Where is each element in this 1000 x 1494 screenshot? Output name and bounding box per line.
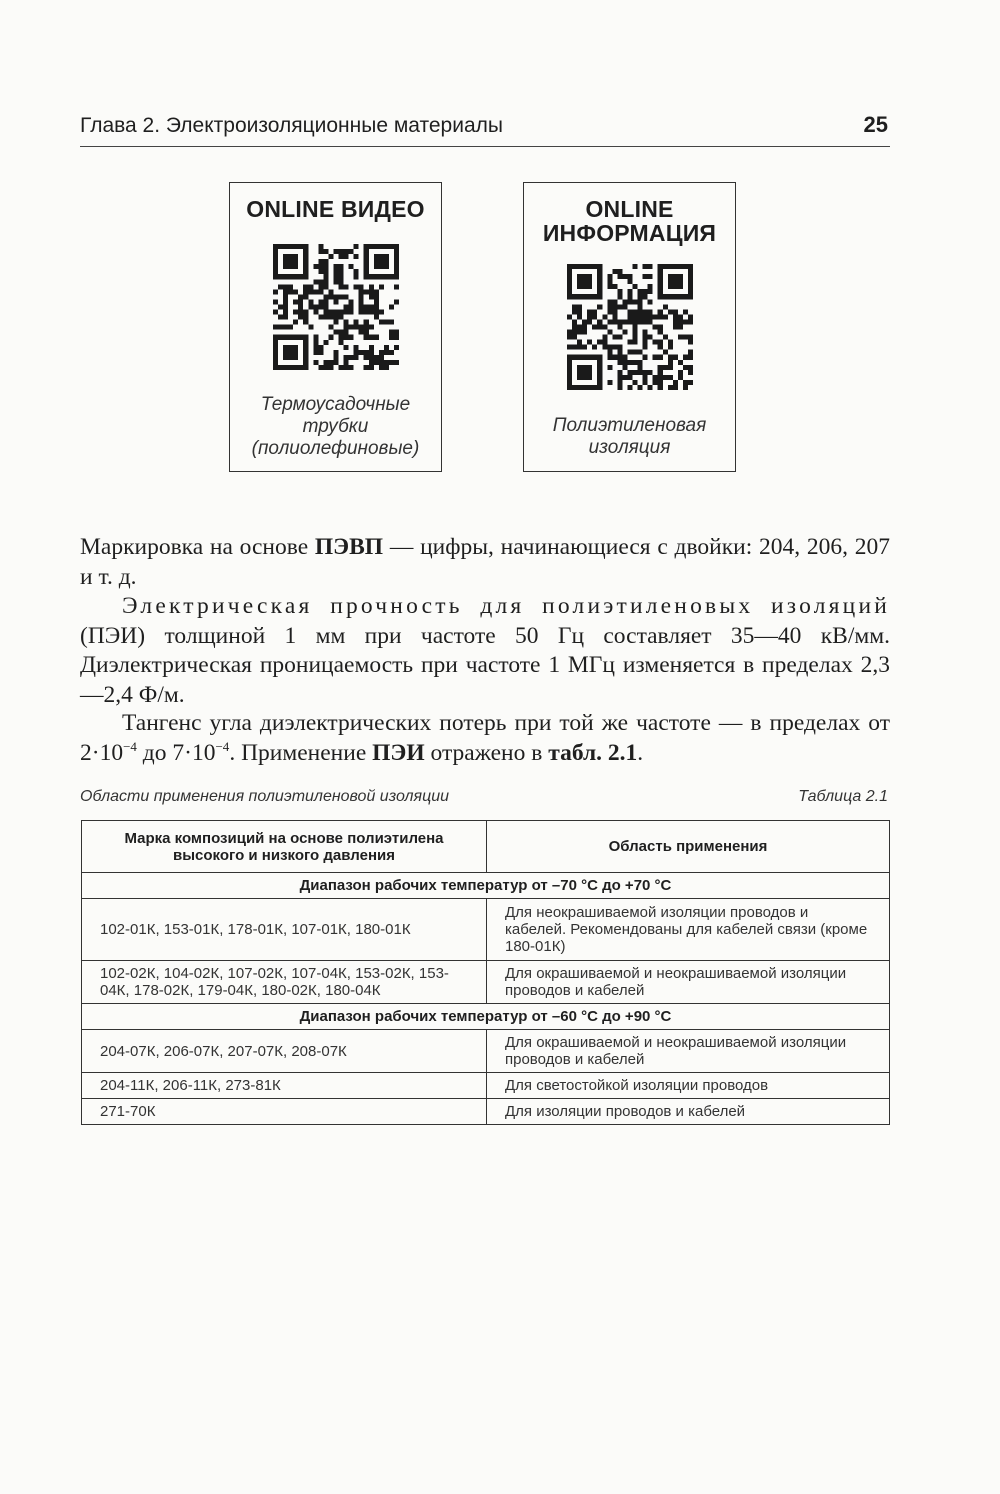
application-cell: Для изоляции проводов и кабелей <box>487 1099 890 1125</box>
qr-card-caption-line: трубки <box>302 416 369 437</box>
table-caption-text: Области применения полиэтиленовой изоляции <box>80 788 450 805</box>
table-row <box>82 961 890 1004</box>
table-reference: табл. 2.1 <box>548 739 638 766</box>
table-row <box>82 1099 890 1125</box>
text-run: отражено в <box>424 739 549 766</box>
running-header <box>80 112 890 147</box>
application-cell: Для неокрашиваемой изоляции проводов и кабелей. Рекомендованы для кабелей связи (кроме 180-01К) <box>487 899 890 961</box>
table-label: Таблица 2.1 <box>798 788 888 805</box>
qr-card-info <box>523 182 736 472</box>
text-run: — цифры, начинающиеся с двойки: 204, 206, 207 и т. д. <box>80 534 890 590</box>
paragraph-strength <box>80 592 890 710</box>
text-run: Маркировка на основе <box>80 534 315 560</box>
table-row <box>82 899 890 961</box>
text-bold: ПЭВП <box>314 534 384 560</box>
qr-card-caption-line: изоляция <box>588 437 671 458</box>
range-cell: Диапазон рабочих температур от –60 °С до +90 °С <box>82 1004 890 1030</box>
range-row <box>82 873 890 899</box>
table-header-row <box>82 821 890 873</box>
exponent: −4 <box>215 738 230 754</box>
qr-card-caption <box>524 415 735 459</box>
qr-card-title-line: ONLINE ВИДЕО <box>246 196 425 222</box>
text-run: . Применение <box>229 739 373 766</box>
column-header: Область применения <box>487 821 890 873</box>
qr-card-caption-line: (полиолефиновые) <box>251 438 420 459</box>
text-run: (ПЭИ) толщиной 1 мм при частоте 50 Гц составляет 35—40 кВ/мм. Диэлектрическая проницаемость при частоте 1 МГц изменяется в пределах 2,3—2,4 Ф/м. <box>80 622 890 708</box>
application-cell: Для светостойкой изоляции проводов <box>487 1073 890 1099</box>
qr-card-title-line: ИНФОРМАЦИЯ <box>542 220 717 246</box>
range-row <box>82 1004 890 1030</box>
applications-table <box>81 820 890 1125</box>
qr-card-caption <box>230 394 441 460</box>
text-run: Тангенс угла диэлектрических потерь при той же частоте — в пределах от 2·10 <box>80 710 890 766</box>
table-row <box>82 1030 890 1073</box>
text-bold: ПЭИ <box>372 739 425 766</box>
text-run: до 7·10 <box>136 739 216 766</box>
paragraph-marking <box>80 533 890 592</box>
text-run: Электрическая прочность для полиэтиленовых изоляций <box>122 593 890 619</box>
qr-code-icon[interactable] <box>273 244 399 370</box>
text-run: . <box>637 739 644 766</box>
grade-cell: 102-02К, 104-02К, 107-02К, 107-04К, 153-02К, 153-04К, 178-02К, 179-04К, 180-02К, 180-04К <box>82 961 487 1004</box>
qr-code-icon[interactable] <box>567 264 693 390</box>
grade-cell: 271-70К <box>82 1099 487 1125</box>
qr-card-title <box>230 197 441 221</box>
qr-card-caption-line: Термоусадочные <box>260 394 411 415</box>
paragraph-tangent <box>80 709 890 768</box>
grade-cell: 204-11К, 206-11К, 273-81К <box>82 1073 487 1099</box>
qr-card-title <box>524 197 735 245</box>
qr-card-video <box>229 182 442 472</box>
grade-cell: 102-01К, 153-01К, 178-01К, 107-01К, 180-01К <box>82 899 487 961</box>
exponent: −4 <box>123 738 137 754</box>
table-caption <box>80 788 890 806</box>
range-cell: Диапазон рабочих температур от –70 °С до +70 °С <box>82 873 890 899</box>
page-number: 25 <box>863 112 888 137</box>
application-cell: Для окрашиваемой и неокрашиваемой изоляции проводов и кабелей <box>487 1030 890 1073</box>
qr-card-caption-line: Полиэтиленовая <box>552 415 707 436</box>
chapter-title: Глава 2. Электроизоляционные материалы <box>80 114 503 137</box>
grade-cell: 204-07К, 206-07К, 207-07К, 208-07К <box>82 1030 487 1073</box>
qr-card-title-line: ONLINE <box>585 196 674 222</box>
application-cell: Для окрашиваемой и неокрашиваемой изоляции проводов и кабелей <box>487 961 890 1004</box>
table-row <box>82 1073 890 1099</box>
column-header: Марка композиций на основе полиэтилена высокого и низкого давления <box>82 821 487 873</box>
